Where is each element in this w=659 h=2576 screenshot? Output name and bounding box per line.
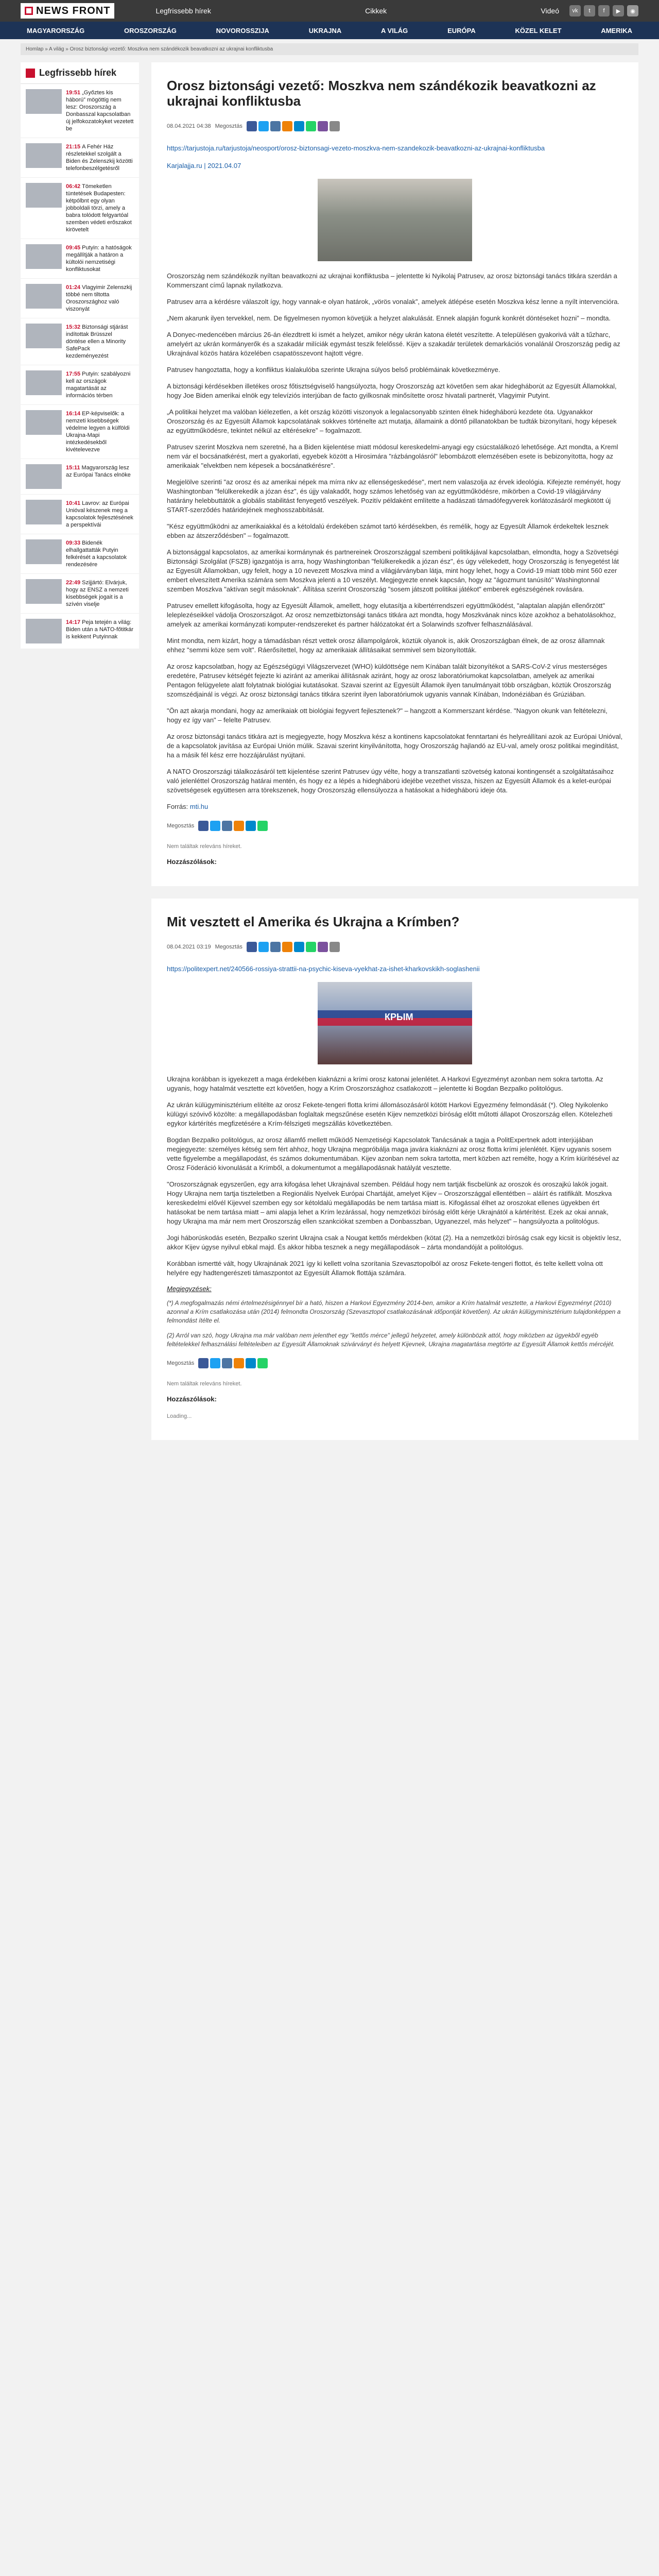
paragraph: Az ukrán külügyminisztérium elítélte az orosz Fekete-tengeri flotta krími állomásozásáról kötött Harkovi Egyezmény felmondását (*). Oleg Nyikolenko külügyi szóvivő közölte: a megállapodásban foglaltak megszűnése esetén Kijev nemzetközi bíróság előtt műtotti állapot Oroszország ellen. Kötelezheti egykor kártérítés megfizetésére a Krím-félszigeti megszállás következtében.	[167, 1101, 613, 1127]
vk-share-icon[interactable]	[270, 121, 281, 131]
news-thumbnail[interactable]	[26, 89, 62, 114]
news-thumbnail[interactable]	[26, 579, 62, 604]
share-buttons	[198, 821, 268, 831]
comments-heading: Hozzászólások:	[167, 858, 217, 866]
paragraph: A Donyec-medencében március 26-án élezdtrett ki ismét a helyzet, amikor négy ukrán katona életét veszítette. A településen gyakorivá vált a tűzharc, amelyért az ukrán kormányerők és a szakadár milíciák egymást teszik felelőssé. Kijev a szakadár területek demarkációs vonalánál Oroszország pedig az Ukrajnával közös határa közelében csapatösszevont hajtott végre.	[167, 331, 620, 357]
news-item[interactable]: 19:51 „Győztes kis háború” mögöttig nem lesz: Oroszország a Donbasszal kapcsolatban új jelfokozatokyket vezetett be	[21, 84, 139, 138]
share-row	[167, 942, 623, 952]
top-ticker	[114, 7, 569, 15]
nav-hungary[interactable]: MAGYARORSZÁG	[27, 26, 85, 35]
news-thumbnail[interactable]	[26, 244, 62, 269]
ticker-video[interactable]: Videó	[541, 7, 559, 15]
telegram-share-icon[interactable]	[246, 1358, 256, 1368]
paragraph: Patrusev hangoztatta, hogy a konfliktus kialakulóba szerinte Ukrajna súlyos belső problémáinak következménye.	[167, 366, 500, 374]
whatsapp-share-icon[interactable]	[306, 942, 316, 952]
news-thumbnail[interactable]	[26, 183, 62, 208]
facebook-share-icon[interactable]	[247, 121, 257, 131]
top-bar	[0, 0, 659, 22]
article-photo	[318, 982, 472, 1064]
twitter-share-icon[interactable]	[210, 1358, 220, 1368]
news-item[interactable]: 09:45 Putyin: a hatóságok megállítják a határon a kültolói nemzetiségi konfliktusokat	[21, 239, 139, 279]
sidebar-header	[21, 62, 139, 84]
vk-share-icon[interactable]	[222, 821, 232, 831]
viber-share-icon[interactable]	[318, 121, 328, 131]
facebook-share-icon[interactable]	[247, 942, 257, 952]
twitter-share-icon[interactable]	[258, 121, 269, 131]
byline[interactable]: Karjalajja.ru | 2021.04.07	[167, 162, 241, 170]
article-2	[151, 899, 638, 1440]
share-row	[167, 121, 623, 131]
youtube-icon[interactable]: ▶	[613, 5, 624, 16]
vk-share-icon[interactable]	[222, 1358, 232, 1368]
paragraph: Patrusev szerint Moszkva nem szeretné, ha a Biden kijelentése miatt módosul kereskedelmi-anyagi egy csúcstalálkozó lehetősége. Azt mondta, a Kreml nem vár el bocsánatkérést, mert a gyakorlati, egyebek között a Hirosimára "rázbángolásról" lebombázott elemzésében esete is bebizonyította, hogy az amerikaiak "elvektben nem képesek a bocsánatkérésre".	[167, 443, 618, 469]
main-content	[151, 62, 638, 1452]
news-thumbnail[interactable]	[26, 619, 62, 643]
article-1	[151, 62, 638, 886]
facebook-share-icon[interactable]	[198, 1358, 209, 1368]
news-thumbnail[interactable]	[26, 410, 62, 435]
source-line: Forrás: mti.hu	[167, 803, 209, 810]
whatsapp-share-icon[interactable]	[257, 821, 268, 831]
news-item[interactable]: 09:33 Bidenék elhallgattatták Putyin felkérését a kapcsolatok rendezésére	[21, 534, 139, 574]
source-link[interactable]: https://politexpert.net/240566-rossiya-strattii-na-psychic-kiseva-vyekhat-za-ishet-kharkovskikh-soglashenii	[167, 965, 480, 973]
twitter-share-icon[interactable]	[210, 821, 220, 831]
news-item[interactable]: 10:41 Lavrov: az Európai Unióval készenek meg a kapcsolatok fejlesztésének a perspektívái	[21, 495, 139, 534]
logo-mark-icon	[25, 7, 33, 15]
paragraph: "Kész együttműködni az amerikaiakkal és a kétoldalú érdekében számot tartó kérdésekben, és remélik, hogy az Egyesült Államok érdekeltek lesznek ebben az átszerződésben" – fogalmazott.	[167, 522, 609, 539]
paragraph: Oroszország nem szándékozik nyíltan beavatkozni az ukrajnai konfliktusba – jelentette ki Nyikolaj Patrusev, az orosz biztonsági tanács titkára szerdán a Kommerszant című lapnak nyilatkozva.	[167, 272, 617, 289]
loading-indicator: Loading...	[167, 1413, 192, 1419]
paragraph: Ukrajna korábban is igyekezett a maga érdekében kiaknázni a krími orosz katonai jelenlétet. A Harkovi Egyezményt azonban nem sokra tartotta. Az ugyanis, hogy hatalmát vesztette ezt követően, hogy a Krím Oroszországhoz csatlakozott – jelentette ki Bogdan Bezpalko politológus.	[167, 1075, 603, 1092]
news-item[interactable]: 06:42 Tömeketlen tüntetések Budapesten: kétpólbnt egy olyan jobboldali törzi, amely a babra tolódott felgyartóal szemben védeti erőszakot kirövetelt	[21, 178, 139, 239]
ticker-latest[interactable]: Legfrissebb hírek	[155, 7, 211, 15]
news-thumbnail[interactable]	[26, 143, 62, 168]
ok-share-icon[interactable]	[282, 121, 292, 131]
telegram-share-icon[interactable]	[246, 821, 256, 831]
paragraph: A NATO Oroszországi tálalkozásáról tett kijelentése szerint Patrusev úgy vélte, hogy a transzatlanti szövetség katonai kontingensét a szolgáltatásaihoz való jelenléttel Oroszország határai mentén, és hogy ez a lépés a hidegháború idejébe vezethet vissza, hiszen az Egyesült Államok és a kelet-európai szövetségesek együttesen arra törekszenek, hogy Oroszország ellensúlyozza a hatásokat a hidegháború ideje óta.	[167, 768, 614, 794]
twitter-icon[interactable]: t	[584, 5, 595, 16]
viber-share-icon[interactable]	[318, 942, 328, 952]
share-label: Megosztás	[167, 823, 195, 829]
news-thumbnail[interactable]	[26, 539, 62, 564]
source-credit-link[interactable]: mti.hu	[189, 803, 209, 810]
rss-icon[interactable]: ◉	[627, 5, 638, 16]
paragraph: Jogi háborúskodás esetén, Bezpalko szerint Ukrajna csak a Nougat kettős mérdekben (kötat (2). Ha a nemzetközi bíróság csak egy kicsit is objektív lesz, akkor Kijev úgyse nyilvul ebkal majd. És akkor hibba tesznek a negy megállapodások – zárta mondandóját a politológus.	[167, 1234, 621, 1251]
news-thumbnail[interactable]	[26, 464, 62, 489]
paragraph: „Nem akarunk ilyen tervekkel, nem. De figyelmesen nyomon követjük a helyzet alakulását. Ennek alapján fogunk konkrét döntéseket hozni” – mondta.	[167, 314, 611, 322]
news-item[interactable]: 15:11 Magyarország lesz az Európai Tanács elnöke	[21, 459, 139, 495]
paragraph: „A politikai helyzet ma valóban kiélezetlen, a két ország közötti viszonyok a legalacsonyabb szinten élnek hidegháború kezdete óta. Ugyanakkor Oroszország és az Egyesült Államok kapcsolatának sokkves történelte azt mutatja, államaink a döntő pillanatokban be tudták bizonyítani, hogy képesek az együttműködésre, tekintet nélkül az eltérésekre” – fogalmazott.	[167, 408, 617, 434]
paragraph: Korábban ismertté vált, hogy Ukrajnának 2021 így ki kellett volna szorítania Szevasztopolból az orosz Fekete-tengeri flottot, és telte kellett volna ott helyére egy hadtengerészeti támaszpontot az Egyesült Államok flottája számára.	[167, 1260, 603, 1277]
nav-world[interactable]: A VILÁG	[381, 26, 408, 35]
email-share-icon[interactable]	[330, 121, 340, 131]
ticker-articles[interactable]: Cikkek	[365, 7, 387, 15]
ok-share-icon[interactable]	[234, 821, 244, 831]
vk-icon[interactable]: vk	[569, 5, 581, 16]
ok-share-icon[interactable]	[282, 942, 292, 952]
footnote: (*) A megfogalmazás némi értelmezésigénnyel bír a ható, hiszen a Harkovi Egyezmény 2014-ben, amikor a Krím hatalmát vesztette, a Harkovi Egyezményt (2010) azonnal a Krím csatlakozása után (2014) felmondta Oroszország (Szevasztopol csatlakozásának időpontját követően). Az ukrán külügyminisztérium tulajdonképpen a felmondást ítélte el.	[167, 1299, 621, 1324]
telegram-share-icon[interactable]	[294, 121, 304, 131]
paragraph: Patrusev arra a kérdésre válaszolt így, hogy vannak-e olyan határok, „vörös vonalak”, amelyek átlépése esetén Moszkva kész lenne a nyílt intervencióra.	[167, 298, 620, 306]
news-item[interactable]: 16:14 EP-képviselők: a nemzeti kisebbségek védelme legyen a külföldi Ukrajna-Mapi intézkedésekből kivételevezve	[21, 405, 139, 459]
ok-share-icon[interactable]	[234, 1358, 244, 1368]
nav-ukraine[interactable]: UKRAJNA	[308, 26, 342, 35]
share-row-bottom	[167, 821, 623, 831]
social-links	[569, 5, 638, 16]
news-item[interactable]: 14:17 Peja tetején a világ: Biden után a NATO-főtitkár is kekkent Putyinnak	[21, 614, 139, 649]
facebook-share-icon[interactable]	[198, 821, 209, 831]
news-item[interactable]: 17:55 Putyin: szabályozni kell az országok magatartását az információs térben	[21, 365, 139, 405]
share-label: Megosztás	[167, 1360, 195, 1366]
page-body	[21, 55, 638, 1452]
nav-middle-east[interactable]: KÖZEL KELET	[515, 26, 562, 35]
paragraph: A biztonsággal kapcsolatos, az amerikai kormánynak és partnereinek Oroszországgal szembeni politikájával kapcsolatban, elmondta, hogy a Szövetségi Biztonsági Szolgálat (FSZB) igazgatója is arra, hogy Washingtonban "felülkerekedik a józan ész", és úgy vélekedett, hogy Oroszország is fenyegetést lát az Egyesült Államokban, ugy felelt, hogy a 10 nevezett Moszkva mind a világjárványban látja, mint hogy lehet, hogy a Covid-19 miatt több mint 560 ezer embert elveszített Amerika számára sem Moszkva jelenti a 10 veszélyt. Megjegyezte ennek kapcsán, hogy az "ágozmunt tanúsító" Washingtonnal szemben Moszkva "aktívan segít másoknak". Állítása szerint Oroszország "sosem játszott politikai játékot" emberek egészségének rovására.	[167, 548, 619, 593]
photo-caption: КРЫМ	[385, 1012, 413, 1022]
news-thumbnail[interactable]	[26, 500, 62, 524]
news-item[interactable]: 22:49 Szijjártó: Elvárjuk, hogy az ENSZ a nemzeti kisebbségek jogait is a szívén viselje	[21, 574, 139, 614]
news-thumbnail[interactable]	[26, 324, 62, 348]
article-date: 08.04.2021 04:38	[167, 123, 211, 129]
comments-heading: Hozzászólások:	[167, 1395, 217, 1403]
breadcrumb[interactable]: Homlap » A világ » Orosz biztonsági vezető: Moszkva nem szándékozik beavatkozni az ukrajnai konfliktusba	[21, 43, 638, 55]
article-title: Orosz biztonsági vezető: Moszkva nem szándékozik beavatkozni az ukrajnai konfliktusba	[167, 78, 596, 109]
news-thumbnail[interactable]	[26, 284, 62, 309]
whatsapp-share-icon[interactable]	[306, 121, 316, 131]
paragraph: Bogdan Bezpalko politológus, az orosz államfő mellett működő Nemzetiségi Kapcsolatok Tanácsának a tagja a PolitExpertnek adott interjújában megjegyezte: személyes kétség sem fért ahhoz, hogy Ukrajna megpróbálja maga javára kiaknázni az orosz flotta krími jelenlétét. Kijev ugyanis sosem vette figyelembe a megállapodást, és számos dokumentumában. Kijev azonban nem sokra tartotta, mert közben azt remélte, hogy a Krím kiürítésével az Orosz Föderáció kivonulását a Krímből, a dokumentumot a megállapodásnak hatályát vesztette.	[167, 1136, 619, 1172]
paragraph: Patrusev emellett kifogásolta, hogy az Egyesült Államok, amellett, hogy elutasítja a kibertérrendszeri együttműködést, "alaptalan alapján ellenőrzött" leleplezéseikkel vádolja Oroszországot. Az orosz nemzetbiztonsági tanács titkára azt mondta, hogy Moszkvának nincs köze azokhoz a behatolásokhoz, amelyek az amerikai kormányzati komputer-rendszereket és partner hálózatokat ért a Solarwinds szoftver felhasználásával.	[167, 602, 616, 628]
news-thumbnail[interactable]	[26, 370, 62, 395]
paragraph: "Oroszországnak egyszerűen, egy arra kifogása lehet Ukrajnával szemben. Például hogy nem tartják fiscbelünk az oroszok és oroszajkú lakók jogait. Hogy Ukrajna nem tartja tiszteletben a Regionális Nyelvek Európai Chartáját, amelyet Kijev – Oroszországgal ellentétben – aláírt és ratifikált. Moszkva kereskedelmi elővél Kijevvel szemben egy sor kétoldalú megállapodás be nem tartása miatt is. Kifogással élhet az oroszokat ellenes ügyekben ért hatásokat be nem tartása miatt – ami alapja lehet a Krím lezárással, hogy nemzetközi bíróság előtt kérje Ukrajnától a kártérítést. Ezek az okai annak, hogy Ukrajna ma már nem mert Oroszország ellen szankciókat szemben a Donbasszban, Ugyanezzel, más helyzet" – hangsúlyozta a politológus.	[167, 1180, 612, 1225]
no-related-news: Nem találtak releváns híreket.	[167, 843, 242, 850]
paragraph: Az orosz biztonsági tanács titkára azt is megjegyezte, hogy Moszkva kész a kontinens kapcsolatokat fenntartani és helyreállítani azok az Európai Unióval, de a kapcsolatok javítása az Európai Unión múlik. Szavai szerint kinyilvánította, hogy Oroszország hajlandó az EU-val, amely orosz politikai megindítást, ha a másik fél kész erre hozzájárulást nyújtani.	[167, 733, 623, 759]
share-buttons	[247, 942, 340, 952]
main-nav	[0, 22, 659, 39]
article-date: 08.04.2021 03:19	[167, 944, 211, 950]
source-link[interactable]: https://tarjustoja.ru/tarjustoja/neosport/orosz-biztonsagi-vezeto-moszkva-nem-szandekozik-beavatkozni-az-ukrajnai-konfliktusba	[167, 144, 545, 152]
paragraph: Megjelölve szerinti "az orosz és az amerikai népek ma mírra nkv az ellenségeskedése", mert nem valaszolja az érvek ideológia. Kifejezte reményét, hogy Washingtonban "felülkerekedik a józan ész", és újjy valakadőt, hogy számos lehetőség van az együttműködésre, mikörben a Covid-19 világjárvány határány helebbuttátók a globális stabilitást fenyegető veszélyek. Pozitív példaként említette a hadászati támadófegyverek korlátozásáról megkötött új START-szerződés határidejének meghosszabbítását.	[167, 478, 621, 514]
nav-russia[interactable]: OROSZORSZÁG	[124, 26, 177, 35]
latest-news-sidebar	[21, 62, 139, 649]
sidebar-title: Legfrissebb hírek	[39, 67, 117, 78]
news-item[interactable]: 15:32 Biztonsági stjárást indítottak Brüsszel döntése ellen a Minority SafePack kezdeményezést	[21, 318, 139, 365]
share-label: Megosztás	[215, 944, 242, 950]
share-buttons	[247, 121, 340, 131]
share-buttons	[198, 1358, 268, 1368]
news-item[interactable]: 01:24 Vlagyimir Zelenszkij többé nem tiltotta Oroszországhoz való viszonyát	[21, 279, 139, 318]
article-photo	[318, 179, 472, 261]
facebook-icon[interactable]: f	[598, 5, 610, 16]
vk-share-icon[interactable]	[270, 942, 281, 952]
paragraph: "Ön azt akarja mondani, hogy az amerikaiak ott biológiai fegyvert fejlesztenek?" – hangzott a Kommerszant kérdése. "Nagyon okunk van feltételezni, hogy ez így van" – felelte Patrusev.	[167, 707, 608, 724]
paragraph: Mint mondta, nem kizárt, hogy a támadásban részt vettek orosz állampolgárok, köztük olyanok is, akik Oroszországban élnek, de az orosz államnak ehhez "semmi köze sem volt". Ráerősítettel, hogy az amerikaiak állításaikat semmivel sem bizonyították.	[167, 637, 605, 654]
telegram-share-icon[interactable]	[294, 942, 304, 952]
share-label: Megosztás	[215, 123, 242, 129]
share-row-bottom	[167, 1358, 623, 1368]
whatsapp-share-icon[interactable]	[257, 1358, 268, 1368]
nav-america[interactable]: AMERIKA	[601, 26, 632, 35]
site-logo[interactable]: NEWS FRONT	[21, 3, 114, 19]
email-share-icon[interactable]	[330, 942, 340, 952]
paragraph: A biztonsági kérdésekben illetékes orosz főtisztségviselő hangsúlyozta, hogy Oroszország azt követően sem akar hidegháborút az Egyesült Államokkal, hogy Joe Biden amerikai elnök egy televíziós interjúban de facto gyilkosnak minősítette orosz hivatali partnerét, Vlagyimir Putyint.	[167, 382, 617, 399]
notes-heading: Megjegyzések:	[167, 1285, 212, 1293]
footnote: (2) Arról van szó, hogy Ukrajna ma már valóban nem jelenthet egy "kettős mérce" jellegű helyzetet, amely különbözik attól, hogy miközben az ügyekből egyéb feltételekkel felhasználási feltételeiben az Egyesült Államoknak szivárványt és helyett Kijevnek, Ukrajna magatartása megtörte az Egyesült Államok kettős mércéjét.	[167, 1332, 615, 1348]
news-item[interactable]: 21:15 A Fehér Ház részletekkel szolgált a Biden és Zelenszkij közötti telefonbeszélgetésről	[21, 138, 139, 178]
twitter-share-icon[interactable]	[258, 942, 269, 952]
no-related-news: Nem találtak releváns híreket.	[167, 1381, 242, 1387]
article-title: Mit vesztett el Amerika és Ukrajna a Krímben?	[167, 914, 460, 929]
nav-europe[interactable]: EURÓPA	[447, 26, 476, 35]
sidebar-marker-icon	[26, 69, 35, 78]
paragraph: Az orosz kapcsolatban, hogy az Egészségügyi Világszervezet (WHO) küldöttsége nem Kínában talált bizonyítékot a SARS-CoV-2 vírus mesterséges eredetére, Patrusev kétségét fejezte ki aziránt az amerikai állításnak aziránt, hogy az orosz laboratóriumokat kapcsolatban, amelyek az amerikai Pentagon felügyelete alatt folytatnak biológiai kutatásokat. Szavai szerint az Egyesült Államok ilyen tanulmányait több országban, köztük Oroszország szomszédjainál is végzi. Az orosz biztonsági tanács titkára szerint ilyen laboratóriumok ugyanis vannak Kínában, Indonéziában és Grúziában.	[167, 663, 611, 698]
nav-novorossiya[interactable]: NOVOROSSZIJA	[216, 26, 269, 35]
